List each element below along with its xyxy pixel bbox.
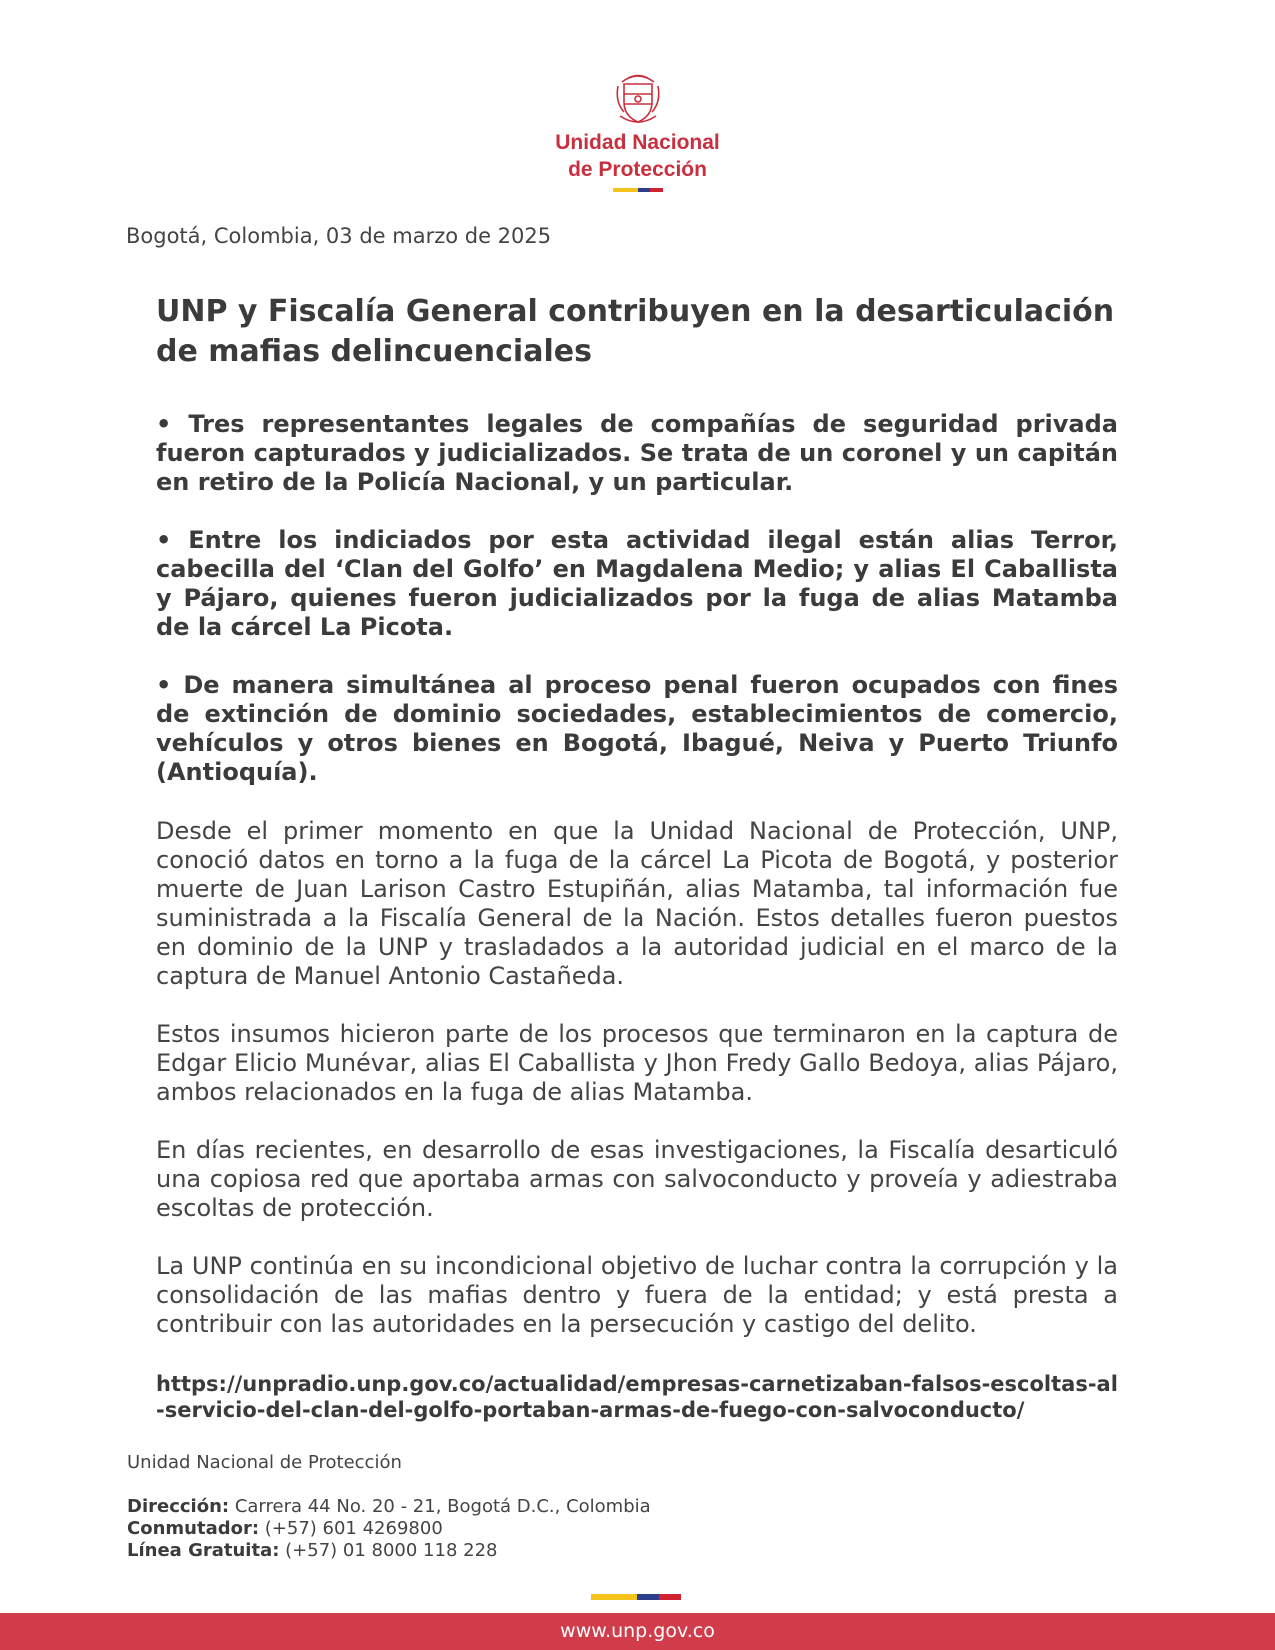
body-paragraph: En días recientes, en desarrollo de esas investigaciones, la Fiscalía desarticuló una copiosa red que aportaba armas con salvoconducto y proveía y adiestraba escoltas de protección.	[156, 1136, 1118, 1222]
contact-info	[127, 1496, 651, 1562]
tollfree-label: Línea Gratuita:	[127, 1540, 280, 1561]
dateline: Bogotá, Colombia, 03 de marzo de 2025	[126, 224, 552, 248]
org-name-line-2: de Protección	[568, 158, 707, 181]
body-text	[156, 817, 1118, 1368]
highlight-item: • De manera simultánea al proceso penal fueron ocupados con fines de extinción de dominio sociedades, establecimientos de comercio, vehículos y otros bienes en Bogotá, Ibagué, Neiva y Puerto Triunfo (Antioquía).	[156, 671, 1118, 786]
source-link[interactable]: https://unpradio.unp.gov.co/actualidad/empresas-carnetizaban-falsos-escoltas-al-servicio-del-clan-del-golfo-portaban-armas-de-fuego-con-salvoconducto/	[156, 1372, 1118, 1422]
website-link[interactable]: www.unp.gov.co	[560, 1620, 715, 1642]
colombia-coat-of-arms-icon	[614, 72, 662, 126]
highlight-item: • Entre los indiciados por esta actividad ilegal están alias Terror, cabecilla del ‘Clan del Golfo’ en Magdalena Medio; y alias El Caballista y Pájaro, quienes fueron judicializados por la fuga de alias Matamba de la cárcel La Picota.	[156, 526, 1118, 641]
body-paragraph: Desde el primer momento en que la Unidad Nacional de Protección, UNP, conoció datos en torno a la fuga de la cárcel La Picota de Bogotá, y posterior muerte de Juan Larison Castro Estupiñán, alias Matamba, tal información fue suministrada a la Fiscalía General de la Nación. Estos detalles fueron puestos en dominio de la UNP y trasladados a la autoridad judicial en el marco de la captura de Manuel Antonio Castañeda.	[156, 817, 1118, 990]
switchboard-label: Conmutador:	[127, 1518, 260, 1539]
highlights-list	[156, 410, 1118, 816]
press-release-title: UNP y Fiscalía General contribuyen en la desarticulación de mafias delincuenciales	[156, 294, 1115, 369]
footer-band	[0, 1613, 1275, 1650]
body-paragraph: La UNP continúa en su incondicional objetivo de luchar contra la corrupción y la consolidación de las mafias dentro y fuera de la entidad; y está presta a contribuir con las autoridades en la persecución y castigo del delito.	[156, 1252, 1118, 1338]
address-value: Carrera 44 No. 20 - 21, Bogotá D.C., Colombia	[229, 1496, 651, 1517]
flag-divider	[613, 188, 663, 192]
footer-org-name: Unidad Nacional de Protección	[127, 1452, 402, 1473]
address-label: Dirección:	[127, 1496, 230, 1517]
switchboard-line	[127, 1518, 651, 1540]
body-paragraph: Estos insumos hicieron parte de los procesos que terminaron en la captura de Edgar Elicio Munévar, alias El Caballista y Jhon Fredy Gallo Bedoya, alias Pájaro, ambos relacionados en la fuga de alias Matamba.	[156, 1020, 1118, 1106]
letterhead	[0, 72, 1275, 192]
footer-flag-divider	[591, 1594, 681, 1600]
address-line	[127, 1496, 651, 1518]
tollfree-line	[127, 1540, 651, 1562]
tollfree-value: (+57) 01 8000 118 228	[279, 1540, 498, 1561]
highlight-item: • Tres representantes legales de compañías de seguridad privada fueron capturados y judicializados. Se trata de un coronel y un capitán en retiro de la Policía Nacional, y un particular.	[156, 410, 1118, 496]
org-name-line-1: Unidad Nacional	[555, 131, 720, 154]
switchboard-value: (+57) 601 4269800	[259, 1518, 443, 1539]
